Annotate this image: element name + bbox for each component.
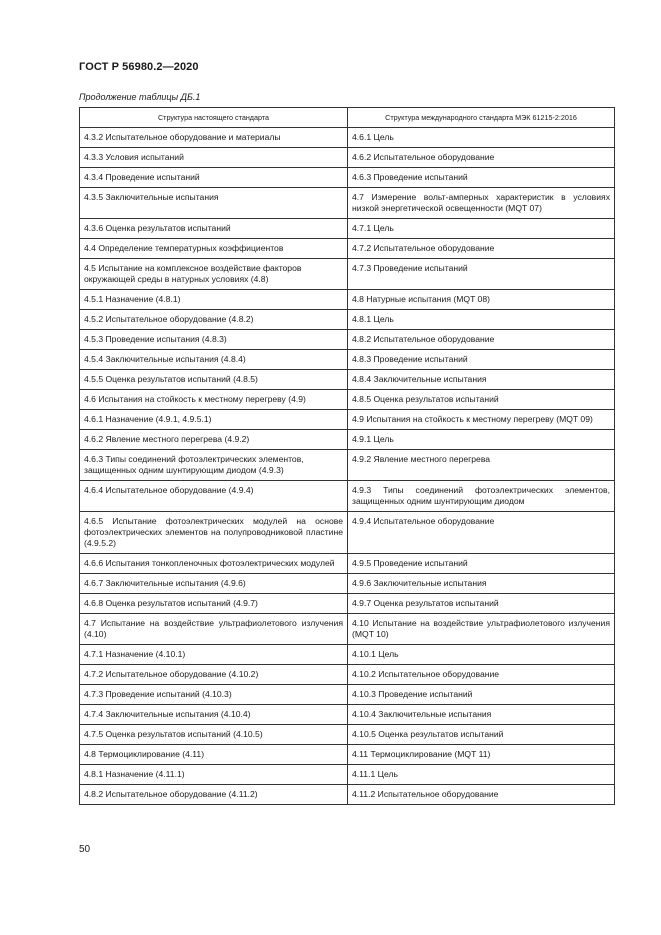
cell-international-section: 4.10.1 Цель bbox=[348, 645, 615, 665]
cell-international-section: 4.9.5 Проведение испытаний bbox=[348, 554, 615, 574]
table-row bbox=[80, 430, 615, 450]
correspondence-table bbox=[79, 107, 615, 805]
cell-national-section: 4.7.2 Испытательное оборудование (4.10.2) bbox=[80, 665, 348, 685]
table-row bbox=[80, 350, 615, 370]
table-row bbox=[80, 239, 615, 259]
cell-international-section: 4.11.2 Испытательное оборудование bbox=[348, 785, 615, 805]
cell-national-section: 4.6.6 Испытания тонкопленочных фотоэлектрических модулей bbox=[80, 554, 348, 574]
cell-national-section: 4.7 Испытание на воздействие ультрафиолетового излучения (4.10) bbox=[80, 614, 348, 645]
cell-national-section: 4.5.4 Заключительные испытания (4.8.4) bbox=[80, 350, 348, 370]
cell-national-section: 4.3.4 Проведение испытаний bbox=[80, 168, 348, 188]
cell-national-section: 4.6.2 Явление местного перегрева (4.9.2) bbox=[80, 430, 348, 450]
cell-national-section: 4.6.4 Испытательное оборудование (4.9.4) bbox=[80, 481, 348, 512]
cell-international-section: 4.9.2 Явление местного перегрева bbox=[348, 450, 615, 481]
table-row bbox=[80, 745, 615, 765]
table-row bbox=[80, 512, 615, 554]
cell-national-section: 4.8.2 Испытательное оборудование (4.11.2) bbox=[80, 785, 348, 805]
cell-national-section: 4.6 Испытания на стойкость к местному перегреву (4.9) bbox=[80, 390, 348, 410]
cell-national-section: 4.5.3 Проведение испытания (4.8.3) bbox=[80, 330, 348, 350]
cell-international-section: 4.9.3 Типы соединений фотоэлектрических элементов, защищенных одним шунтирующим диодом bbox=[348, 481, 615, 512]
table-row bbox=[80, 330, 615, 350]
cell-national-section: 4.4 Определение температурных коэффициентов bbox=[80, 239, 348, 259]
cell-international-section: 4.9.6 Заключительные испытания bbox=[348, 574, 615, 594]
table-row bbox=[80, 705, 615, 725]
table-row bbox=[80, 410, 615, 430]
cell-international-section: 4.6.2 Испытательное оборудование bbox=[348, 148, 615, 168]
cell-national-section: 4.3.6 Оценка результатов испытаний bbox=[80, 219, 348, 239]
column-header-international: Структура международного стандарта МЭК 61215-2:2016 bbox=[348, 108, 615, 128]
cell-national-section: 4.3.2 Испытательное оборудование и материалы bbox=[80, 128, 348, 148]
cell-international-section: 4.8 Натурные испытания (MQT 08) bbox=[348, 290, 615, 310]
table-row bbox=[80, 390, 615, 410]
table-row bbox=[80, 574, 615, 594]
table-row bbox=[80, 594, 615, 614]
cell-international-section: 4.7 Измерение вольт-амперных характеристик в условиях низкой энергетической освещенности (MQT 07) bbox=[348, 188, 615, 219]
table-caption: Продолжение таблицы ДБ.1 bbox=[79, 92, 201, 102]
cell-international-section: 4.11.1 Цель bbox=[348, 765, 615, 785]
table-row bbox=[80, 148, 615, 168]
cell-national-section: 4.6.1 Назначение (4.9.1, 4.9.5.1) bbox=[80, 410, 348, 430]
table-header-row bbox=[80, 108, 615, 128]
table-row bbox=[80, 310, 615, 330]
cell-international-section: 4.9.7 Оценка результатов испытаний bbox=[348, 594, 615, 614]
cell-international-section: 4.10 Испытание на воздействие ультрафиолетового излучения (MQT 10) bbox=[348, 614, 615, 645]
table-row bbox=[80, 665, 615, 685]
cell-national-section: 4.5.1 Назначение (4.8.1) bbox=[80, 290, 348, 310]
table-row bbox=[80, 481, 615, 512]
table-row bbox=[80, 765, 615, 785]
cell-national-section: 4.5.5 Оценка результатов испытаний (4.8.5) bbox=[80, 370, 348, 390]
column-header-national: Структура настоящего стандарта bbox=[80, 108, 348, 128]
table-body bbox=[80, 128, 615, 805]
table-row bbox=[80, 614, 615, 645]
cell-national-section: 4.6.3 Типы соединений фотоэлектрических элементов, защищенных одним шунтирующим диодом (4.9.3) bbox=[80, 450, 348, 481]
cell-international-section: 4.10.5 Оценка результатов испытаний bbox=[348, 725, 615, 745]
cell-national-section: 4.8.1 Назначение (4.11.1) bbox=[80, 765, 348, 785]
cell-national-section: 4.3.3 Условия испытаний bbox=[80, 148, 348, 168]
table-row bbox=[80, 370, 615, 390]
cell-international-section: 4.8.1 Цель bbox=[348, 310, 615, 330]
cell-national-section: 4.5.2 Испытательное оборудование (4.8.2) bbox=[80, 310, 348, 330]
table-row bbox=[80, 725, 615, 745]
cell-international-section: 4.8.4 Заключительные испытания bbox=[348, 370, 615, 390]
table-row bbox=[80, 450, 615, 481]
table-row bbox=[80, 645, 615, 665]
table-row bbox=[80, 168, 615, 188]
cell-international-section: 4.6.1 Цель bbox=[348, 128, 615, 148]
cell-international-section: 4.10.2 Испытательное оборудование bbox=[348, 665, 615, 685]
cell-international-section: 4.7.2 Испытательное оборудование bbox=[348, 239, 615, 259]
cell-international-section: 4.7.1 Цель bbox=[348, 219, 615, 239]
cell-international-section: 4.8.3 Проведение испытаний bbox=[348, 350, 615, 370]
cell-international-section: 4.10.4 Заключительные испытания bbox=[348, 705, 615, 725]
cell-national-section: 4.7.1 Назначение (4.10.1) bbox=[80, 645, 348, 665]
table-row bbox=[80, 785, 615, 805]
table-row bbox=[80, 290, 615, 310]
cell-national-section: 4.7.4 Заключительные испытания (4.10.4) bbox=[80, 705, 348, 725]
cell-international-section: 4.9.1 Цель bbox=[348, 430, 615, 450]
cell-national-section: 4.6.5 Испытание фотоэлектрических модулей на основе фотоэлектрических элементов на полупроводниковой пластине (4.9.5.2) bbox=[80, 512, 348, 554]
cell-international-section: 4.10.3 Проведение испытаний bbox=[348, 685, 615, 705]
cell-national-section: 4.8 Термоциклирование (4.11) bbox=[80, 745, 348, 765]
cell-international-section: 4.6.3 Проведение испытаний bbox=[348, 168, 615, 188]
cell-national-section: 4.3.5 Заключительные испытания bbox=[80, 188, 348, 219]
cell-international-section: 4.8.2 Испытательное оборудование bbox=[348, 330, 615, 350]
cell-national-section: 4.7.5 Оценка результатов испытаний (4.10.5) bbox=[80, 725, 348, 745]
cell-international-section: 4.7.3 Проведение испытаний bbox=[348, 259, 615, 290]
document-header: ГОСТ Р 56980.2—2020 bbox=[79, 61, 199, 73]
cell-international-section: 4.9 Испытания на стойкость к местному перегреву (MQT 09) bbox=[348, 410, 615, 430]
table-row bbox=[80, 554, 615, 574]
cell-national-section: 4.6.7 Заключительные испытания (4.9.6) bbox=[80, 574, 348, 594]
table-row bbox=[80, 259, 615, 290]
table-row bbox=[80, 188, 615, 219]
table-row bbox=[80, 128, 615, 148]
cell-national-section: 4.5 Испытание на комплексное воздействие факторов окружающей среды в натурных условиях (4.8) bbox=[80, 259, 348, 290]
cell-international-section: 4.11 Термоциклирование (MQT 11) bbox=[348, 745, 615, 765]
cell-international-section: 4.8.5 Оценка результатов испытаний bbox=[348, 390, 615, 410]
page-number: 50 bbox=[79, 844, 91, 855]
table-row bbox=[80, 219, 615, 239]
table-row bbox=[80, 685, 615, 705]
cell-national-section: 4.7.3 Проведение испытаний (4.10.3) bbox=[80, 685, 348, 705]
cell-international-section: 4.9.4 Испытательное оборудование bbox=[348, 512, 615, 554]
cell-national-section: 4.6.8 Оценка результатов испытаний (4.9.7) bbox=[80, 594, 348, 614]
